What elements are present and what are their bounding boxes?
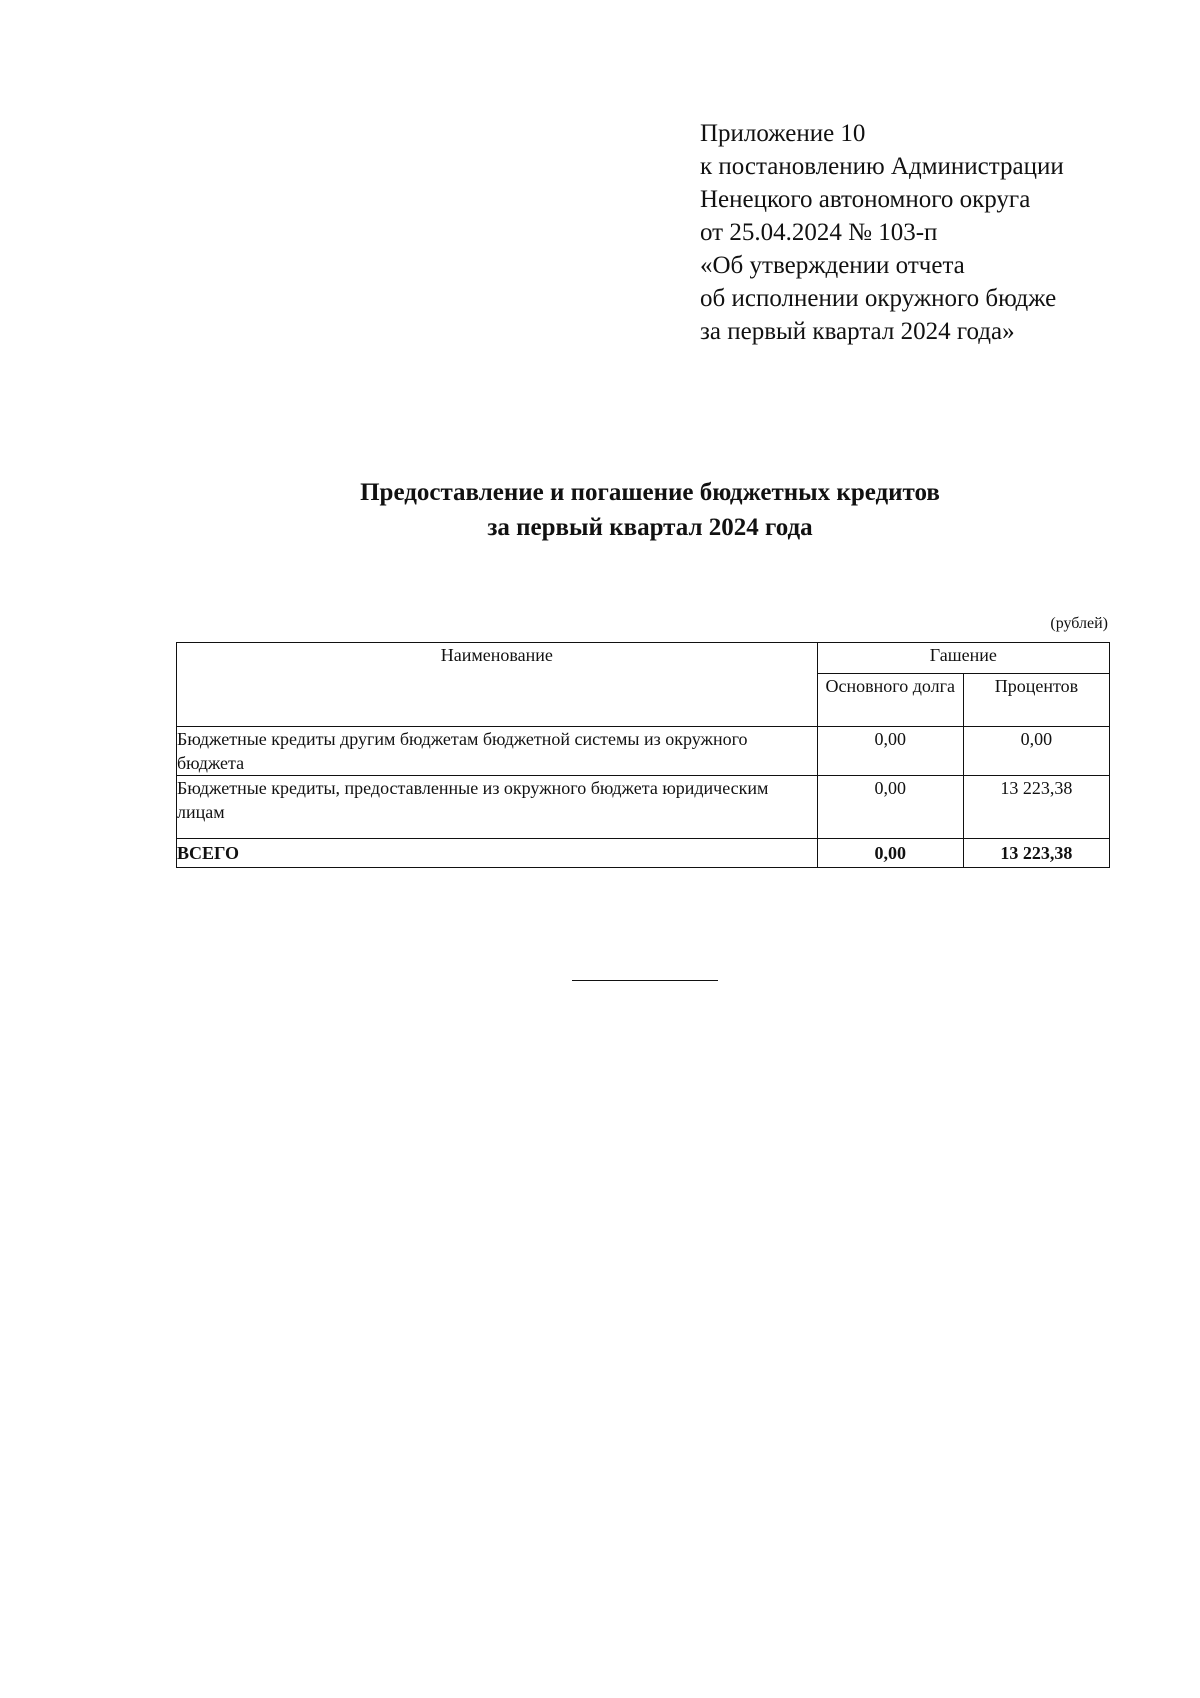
- total-principal: 0,00: [817, 839, 963, 868]
- row-principal: 0,00: [817, 727, 963, 776]
- credits-table: [176, 642, 1110, 868]
- appendix-line: Приложение 10: [700, 120, 866, 147]
- row-name: Бюджетные кредиты, предоставленные из окружного бюджета юридическим лицам: [177, 776, 818, 839]
- interest-column-header: Процентов: [963, 674, 1109, 727]
- appendix-note: [700, 117, 1120, 348]
- row-principal: 0,00: [817, 776, 963, 839]
- title-line-2: за первый квартал 2024 года: [487, 514, 813, 541]
- appendix-line: «Об утверждении отчета: [700, 252, 965, 279]
- row-name: Бюджетные кредиты другим бюджетам бюджетной системы из окружного бюджета: [177, 727, 818, 776]
- total-label: ВСЕГО: [177, 839, 818, 868]
- name-column-header: Наименование: [177, 643, 818, 727]
- units-label: (рублей): [1050, 615, 1108, 632]
- title-line-1: Предоставление и погашение бюджетных кредитов: [360, 479, 940, 506]
- total-interest: 13 223,38: [963, 839, 1109, 868]
- table-row: [177, 776, 1110, 839]
- appendix-line: к постановлению Администрации: [700, 153, 1064, 180]
- appendix-line: Ненецкого автономного округа: [700, 186, 1031, 213]
- closing-divider: [572, 980, 718, 981]
- document-title: [200, 475, 1100, 545]
- principal-column-header: Основного долга: [817, 674, 963, 727]
- appendix-line: об исполнении окружного бюдже: [700, 285, 1057, 312]
- repayment-group-header: Гашение: [817, 643, 1109, 674]
- row-interest: 13 223,38: [963, 776, 1109, 839]
- row-interest: 0,00: [963, 727, 1109, 776]
- appendix-line: за первый квартал 2024 года»: [700, 318, 1015, 345]
- appendix-line: от 25.04.2024 № 103-п: [700, 219, 938, 246]
- header-row-1: [177, 643, 1110, 674]
- table-row: [177, 727, 1110, 776]
- total-row: [177, 839, 1110, 868]
